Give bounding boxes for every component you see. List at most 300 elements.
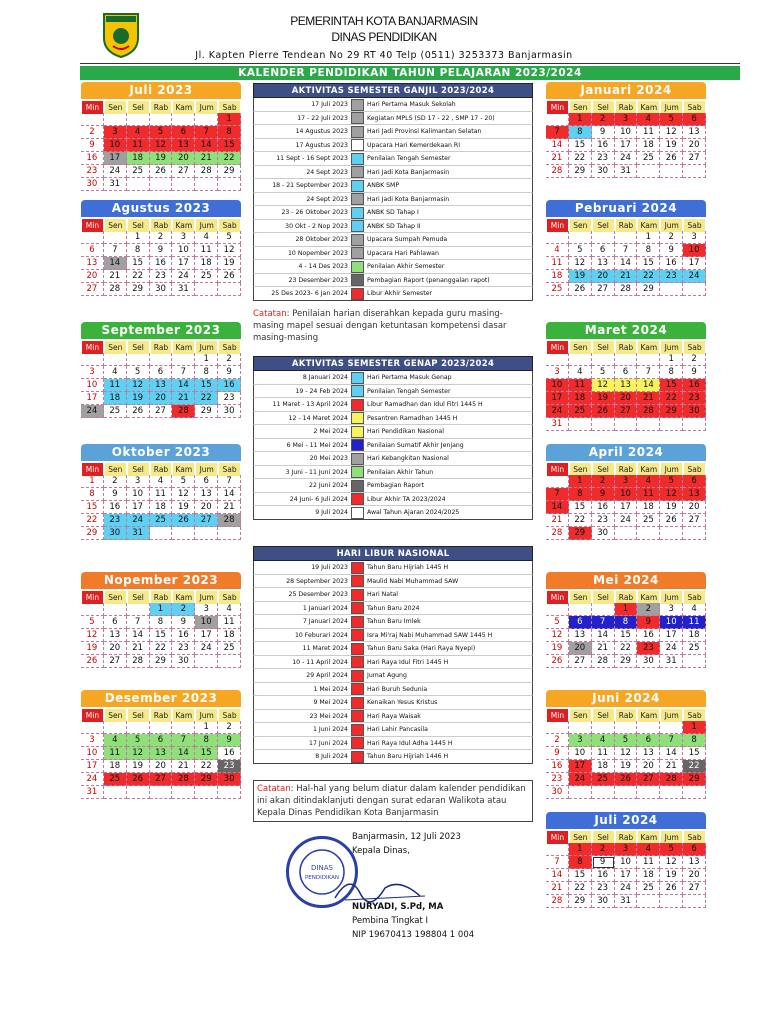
activity-color-swatch: [351, 439, 364, 451]
weekday-label: Min: [81, 462, 104, 477]
govt-name: PEMERINTAH KOTA BANJARMASIN: [290, 14, 478, 28]
month-title: Desember 2023: [81, 690, 241, 707]
day-cell: 13: [615, 379, 638, 392]
weekday-label: Kam: [172, 340, 195, 355]
month-title: Mei 2024: [546, 572, 706, 589]
day-cell: [569, 418, 592, 431]
day-cell: 26: [660, 514, 683, 527]
panel-title: HARI LIBUR NASIONAL: [253, 546, 533, 561]
day-cell: 19: [592, 392, 615, 405]
sign-rank: Pembina Tingkat I: [352, 916, 428, 926]
activity-color-swatch: [351, 288, 364, 300]
semester-genap-table: [253, 356, 533, 520]
day-grid: [81, 113, 241, 191]
day-cell: 14: [218, 488, 241, 501]
day-cell: 13: [81, 257, 104, 270]
day-cell: 5: [172, 475, 195, 488]
day-cell: 10: [683, 244, 706, 257]
weekday-label: Jum: [660, 100, 683, 115]
day-cell: [150, 113, 173, 126]
day-cell: 25: [569, 405, 592, 418]
day-cell: 25: [104, 773, 127, 786]
day-cell: 12: [150, 139, 173, 152]
activity-color-swatch: [351, 180, 364, 192]
activity-label: Kenaikan Yesus Kristus: [367, 699, 438, 706]
day-cell: 10: [104, 139, 127, 152]
day-cell: 25: [637, 152, 660, 165]
day-cell: 13: [195, 488, 218, 501]
day-cell: 22: [218, 152, 241, 165]
day-cell: 26: [615, 773, 638, 786]
day-cell: 31: [546, 418, 569, 431]
day-cell: [127, 178, 150, 191]
day-cell: 20: [683, 869, 706, 882]
day-cell: 17: [81, 392, 104, 405]
activity-date: 3 Juni - 11 Juni 2024: [285, 468, 348, 476]
day-cell: [592, 786, 615, 799]
day-cell: 8: [569, 126, 592, 139]
day-cell: 18: [104, 392, 127, 405]
activity-label: Maulid Nabi Muhammad SAW: [367, 577, 459, 585]
day-cell: 23: [592, 882, 615, 895]
day-cell: 2: [218, 353, 241, 366]
day-cell: 30: [592, 165, 615, 178]
day-cell: 14: [195, 139, 218, 152]
day-cell: 3: [81, 734, 104, 747]
day-cell: [569, 786, 592, 799]
activity-row: [253, 125, 533, 139]
day-cell: 27: [683, 882, 706, 895]
day-cell: 3: [546, 366, 569, 379]
day-cell: 19: [127, 392, 150, 405]
day-cell: 1: [195, 721, 218, 734]
weekday-label: Jum: [660, 218, 683, 233]
day-cell: 2: [218, 721, 241, 734]
weekday-label: Rab: [150, 218, 173, 233]
day-cell: 23: [592, 514, 615, 527]
day-cell: 19: [218, 257, 241, 270]
activity-label: Penilaian Tengah Semester: [367, 155, 451, 162]
day-cell: 15: [195, 379, 218, 392]
day-cell: 18: [104, 760, 127, 773]
day-cell: 5: [81, 616, 104, 629]
day-cell: 1: [127, 231, 150, 244]
activity-row: [253, 696, 533, 710]
activity-date: 7 Januari 2024: [302, 618, 348, 625]
day-cell: 16: [172, 629, 195, 642]
day-grid: [546, 843, 706, 908]
activity-row: [253, 193, 533, 207]
day-cell: 13: [683, 488, 706, 501]
weekday-label: Jum: [660, 340, 683, 355]
month-title: Juli 2023: [81, 82, 241, 99]
weekday-label: Jum: [195, 462, 218, 477]
day-cell: 20: [150, 760, 173, 773]
activity-label: Kegiatan MPLS (SD 17 - 22 , SMP 17 - 20): [367, 114, 495, 122]
day-cell: 24: [104, 165, 127, 178]
day-cell: 13: [683, 856, 706, 869]
activity-row: [253, 439, 533, 453]
day-cell: 1: [150, 603, 173, 616]
day-cell: 19: [615, 760, 638, 773]
day-cell: 18: [195, 257, 218, 270]
day-cell: [104, 603, 127, 616]
day-cell: 16: [150, 257, 173, 270]
note-label: Catatan: [253, 309, 287, 319]
weekday-label: Jum: [195, 590, 218, 605]
activity-color-swatch: [351, 602, 364, 614]
day-cell: 21: [546, 514, 569, 527]
day-cell: 31: [127, 527, 150, 540]
day-cell: 15: [660, 379, 683, 392]
day-cell: 17: [195, 629, 218, 642]
day-cell: [637, 721, 660, 734]
day-cell: 4: [218, 603, 241, 616]
day-cell: 26: [218, 270, 241, 283]
day-grid: [81, 475, 241, 540]
day-cell: 16: [683, 379, 706, 392]
weekday-label: Sab: [218, 462, 241, 477]
activity-label: Pembagian Raport (penanggalan rapot): [367, 276, 490, 284]
weekday-label: Kam: [637, 462, 660, 477]
day-cell: 3: [569, 734, 592, 747]
activity-color-swatch: [351, 589, 364, 601]
day-cell: 21: [546, 882, 569, 895]
activity-row: [253, 425, 533, 439]
day-cell: [660, 786, 683, 799]
activity-color-swatch: [351, 126, 364, 138]
day-cell: 27: [637, 773, 660, 786]
activity-color-swatch: [351, 697, 364, 709]
activity-label: Pembagian Raport: [367, 482, 425, 489]
activity-row: [253, 737, 533, 751]
activity-date: 23 - 26 Oktober 2023: [281, 209, 348, 216]
activity-date: 8 Januari 2024: [302, 374, 348, 381]
day-cell: 15: [683, 747, 706, 760]
month-calendar: [546, 200, 706, 296]
day-cell: 25: [637, 514, 660, 527]
day-cell: 4: [569, 366, 592, 379]
day-cell: 2: [81, 126, 104, 139]
activity-date: 24 Sept 2023: [306, 168, 348, 176]
day-cell: 16: [81, 152, 104, 165]
day-cell: 8: [683, 734, 706, 747]
day-cell: 6: [81, 244, 104, 257]
address: Jl. Kapten Pierre Tendean No 29 RT 40 Telp (0511) 3253373 Banjarmasin: [195, 50, 573, 61]
day-cell: 6: [683, 475, 706, 488]
activity-color-swatch: [351, 112, 364, 124]
weekday-label: Sen: [569, 340, 592, 355]
day-cell: 24: [195, 642, 218, 655]
month-title: Oktober 2023: [81, 444, 241, 461]
day-cell: 27: [81, 283, 104, 296]
activity-date: 10 Feburari 2024: [294, 631, 348, 639]
weekday-label: Rab: [150, 100, 173, 115]
day-cell: 3: [615, 843, 638, 856]
day-cell: 19: [660, 869, 683, 882]
day-cell: 16: [592, 501, 615, 514]
activity-label: Hari Jadi Provinsi Kalimantan Selatan: [367, 128, 482, 135]
day-cell: 12: [615, 747, 638, 760]
day-cell: 28: [172, 773, 195, 786]
day-cell: 21: [546, 152, 569, 165]
day-grid: [546, 353, 706, 431]
day-cell: [615, 527, 638, 540]
day-cell: 10: [172, 244, 195, 257]
day-cell: [637, 165, 660, 178]
day-cell: 10: [615, 126, 638, 139]
activity-color-swatch: [351, 372, 364, 384]
day-cell: [104, 786, 127, 799]
day-cell: [615, 786, 638, 799]
activity-date: 30 Okt - 2 Nop 2023: [285, 222, 348, 230]
day-cell: 5: [660, 475, 683, 488]
day-cell: 15: [81, 501, 104, 514]
weekday-label: Sel: [592, 830, 615, 845]
day-cell: 26: [172, 514, 195, 527]
activity-row: [253, 179, 533, 193]
day-cell: 11: [637, 126, 660, 139]
day-cell: 4: [637, 113, 660, 126]
day-cell: 8: [569, 488, 592, 501]
activity-label: Pesantren Ramadhan 1445 H: [367, 414, 458, 422]
day-cell: 28: [592, 655, 615, 668]
day-cell: 3: [172, 231, 195, 244]
day-cell: 21: [172, 760, 195, 773]
day-cell: 18: [637, 869, 660, 882]
day-cell: [195, 527, 218, 540]
note-text: : Penilaian harian diserahkan kepada guru masing-masing mapel sesuai dengan ketuntasan kompetensi dasar masing-masing: [253, 309, 507, 343]
month-title: Agustus 2023: [81, 200, 241, 217]
day-cell: 13: [150, 379, 173, 392]
weekday-header: [546, 340, 706, 353]
weekday-label: Sel: [127, 100, 150, 115]
activity-label: Libur Akhir TA 2023/2024: [367, 495, 446, 503]
day-cell: 20: [172, 152, 195, 165]
day-cell: 29: [569, 165, 592, 178]
day-cell: 14: [104, 257, 127, 270]
day-cell: 12: [218, 244, 241, 257]
day-cell: 25: [218, 642, 241, 655]
activity-label: Hari Jadi Kota Banjarmasin: [367, 195, 450, 203]
day-cell: 16: [546, 760, 569, 773]
day-cell: 30: [592, 527, 615, 540]
day-cell: 4: [104, 366, 127, 379]
day-cell: 18: [127, 152, 150, 165]
day-cell: 11: [637, 488, 660, 501]
day-cell: 29: [195, 405, 218, 418]
weekday-label: Sen: [104, 590, 127, 605]
day-cell: 27: [150, 405, 173, 418]
weekday-label: Jum: [660, 462, 683, 477]
day-cell: 11: [592, 747, 615, 760]
activity-label: Tahun Baru Saka (Hari Raya Nyepi): [367, 645, 476, 652]
day-cell: [172, 786, 195, 799]
day-cell: 27: [195, 514, 218, 527]
day-cell: [195, 178, 218, 191]
activity-row: [253, 112, 533, 126]
day-cell: 21: [127, 642, 150, 655]
activity-color-swatch: [351, 724, 364, 736]
weekday-label: Sel: [592, 590, 615, 605]
activity-date: 4 - 14 Des 2023: [298, 263, 348, 270]
day-cell: 26: [546, 655, 569, 668]
weekday-label: Sen: [104, 218, 127, 233]
activity-date: 6 Mei - 11 Mei 2024: [286, 441, 348, 449]
day-cell: 19: [127, 760, 150, 773]
day-cell: 9: [683, 366, 706, 379]
weekday-label: Sel: [592, 218, 615, 233]
day-cell: 21: [195, 152, 218, 165]
day-cell: 28: [660, 773, 683, 786]
day-cell: 6: [150, 734, 173, 747]
day-cell: 12: [592, 379, 615, 392]
day-cell: 2: [150, 231, 173, 244]
day-cell: 10: [660, 616, 683, 629]
day-cell: 30: [637, 655, 660, 668]
day-cell: 14: [546, 501, 569, 514]
day-cell: 6: [569, 616, 592, 629]
activity-label: Penilaian Tengah Semester: [367, 387, 451, 395]
panel-title: AKTIVITAS SEMESTER GANJIL 2023/2024: [253, 83, 533, 98]
day-cell: [172, 721, 195, 734]
day-cell: 9: [218, 366, 241, 379]
day-cell: 29: [195, 773, 218, 786]
day-cell: 3: [683, 231, 706, 244]
activity-color-swatch: [351, 466, 364, 478]
day-cell: 21: [637, 392, 660, 405]
month-title: Juni 2024: [546, 690, 706, 707]
day-cell: [683, 165, 706, 178]
day-cell: 10: [546, 379, 569, 392]
svg-text:PENDIDIKAN: PENDIDIKAN: [304, 875, 340, 881]
day-cell: 27: [150, 773, 173, 786]
day-cell: 23: [81, 165, 104, 178]
day-cell: [637, 418, 660, 431]
day-cell: 20: [195, 501, 218, 514]
weekday-label: Min: [546, 708, 569, 723]
day-cell: 6: [683, 843, 706, 856]
day-cell: 7: [195, 126, 218, 139]
letterhead: [0, 8, 768, 64]
day-cell: 15: [615, 629, 638, 642]
day-cell: 22: [150, 642, 173, 655]
activity-color-swatch: [351, 412, 364, 424]
day-cell: 5: [150, 126, 173, 139]
weekday-label: Min: [81, 340, 104, 355]
day-cell: 17: [81, 760, 104, 773]
month-calendar: [81, 82, 241, 191]
day-cell: 1: [81, 475, 104, 488]
day-cell: [104, 231, 127, 244]
day-cell: 15: [127, 257, 150, 270]
note-label: Catatan: [257, 784, 291, 794]
day-cell: 3: [127, 475, 150, 488]
day-cell: [546, 721, 569, 734]
activity-row: [253, 683, 533, 697]
activity-row: [253, 561, 533, 575]
day-cell: 22: [683, 760, 706, 773]
day-cell: 12: [172, 488, 195, 501]
weekday-label: Sen: [569, 590, 592, 605]
weekday-label: Jum: [660, 830, 683, 845]
activity-date: 14 Agustus 2023: [295, 128, 348, 135]
day-cell: 17: [172, 257, 195, 270]
day-cell: 19: [569, 270, 592, 283]
day-cell: [660, 283, 683, 296]
day-cell: 10: [81, 747, 104, 760]
day-cell: 9: [592, 856, 615, 869]
day-cell: 27: [615, 405, 638, 418]
day-grid: [81, 353, 241, 418]
day-cell: 27: [683, 152, 706, 165]
day-cell: [683, 786, 706, 799]
activity-row: [253, 629, 533, 643]
day-cell: 11: [637, 856, 660, 869]
activity-color-swatch: [351, 656, 364, 668]
day-cell: [150, 178, 173, 191]
day-cell: [569, 603, 592, 616]
month-title: Maret 2024: [546, 322, 706, 339]
day-cell: 26: [660, 152, 683, 165]
month-title: Juli 2024: [546, 812, 706, 829]
weekday-label: Sen: [569, 708, 592, 723]
day-cell: 9: [81, 139, 104, 152]
day-cell: 13: [569, 629, 592, 642]
day-cell: [660, 527, 683, 540]
activity-color-swatch: [351, 616, 364, 628]
day-cell: 18: [683, 629, 706, 642]
day-cell: 24: [615, 152, 638, 165]
activity-row: [253, 139, 533, 153]
day-cell: [195, 655, 218, 668]
day-cell: [546, 231, 569, 244]
day-cell: 20: [569, 642, 592, 655]
activity-row: [253, 247, 533, 261]
activity-date: 1 Mei 2024: [313, 685, 348, 693]
month-title: September 2023: [81, 322, 241, 339]
day-grid: [546, 113, 706, 178]
day-cell: 11: [150, 488, 173, 501]
day-cell: 20: [592, 270, 615, 283]
day-cell: 24: [683, 270, 706, 283]
day-cell: 17: [615, 501, 638, 514]
day-cell: 15: [218, 139, 241, 152]
activity-color-swatch: [351, 480, 364, 492]
day-cell: 25: [546, 283, 569, 296]
day-cell: 12: [660, 488, 683, 501]
month-calendar: [546, 690, 706, 799]
day-cell: 11: [104, 747, 127, 760]
day-cell: 15: [569, 139, 592, 152]
day-cell: 17: [546, 392, 569, 405]
day-cell: 29: [637, 283, 660, 296]
day-cell: 23: [218, 760, 241, 773]
weekday-label: Kam: [637, 708, 660, 723]
day-cell: [172, 527, 195, 540]
month-calendar: [546, 572, 706, 668]
day-cell: 5: [569, 244, 592, 257]
day-cell: 24: [81, 405, 104, 418]
activity-row: [253, 98, 533, 112]
weekday-label: Jum: [660, 590, 683, 605]
day-cell: [592, 231, 615, 244]
day-grid: [546, 475, 706, 540]
activity-date: 28 September 2023: [286, 577, 348, 585]
day-cell: 26: [592, 405, 615, 418]
day-cell: 1: [218, 113, 241, 126]
activity-row: [253, 287, 533, 301]
